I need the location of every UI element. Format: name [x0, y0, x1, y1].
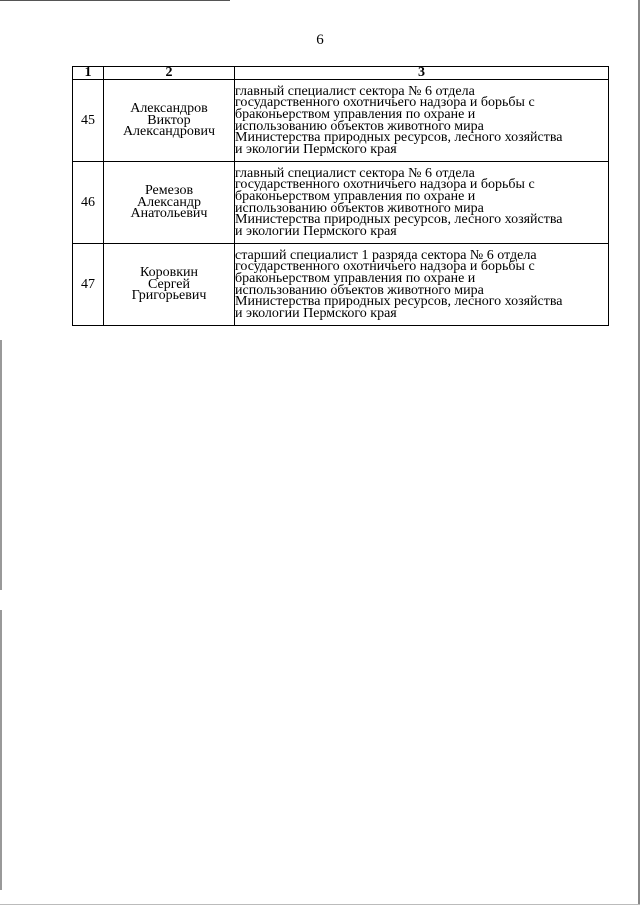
scan-edge-left: [0, 610, 2, 890]
position-line: браконьерством управления по охране и: [235, 106, 476, 122]
name-line: Александрович: [122, 124, 216, 140]
position-line: и экологии Пермского края: [235, 141, 397, 157]
table-row: [73, 162, 609, 244]
position-line: использованию объектов животного мира: [235, 200, 484, 216]
position-line: использованию объектов животного мира: [235, 118, 484, 134]
column-header: 2: [104, 67, 235, 80]
name-line: Сергей: [148, 276, 190, 292]
employee-table: [72, 66, 609, 326]
position-line: главный специалист сектора № 6 отдела: [235, 83, 475, 99]
employee-name: [104, 244, 235, 326]
name-line: Александр: [137, 194, 201, 210]
employee-position: [235, 162, 609, 244]
page-number: 6: [316, 32, 324, 48]
scan-edge-top: [0, 0, 230, 1]
table-row: [73, 80, 609, 162]
position-line: старший специалист 1 разряда сектора № 6 отдела: [235, 247, 537, 263]
name-line: Анатольевич: [130, 206, 208, 222]
position-line: главный специалист сектора № 6 отдела: [235, 165, 475, 181]
row-number: 45: [73, 80, 104, 162]
row-number: 46: [73, 162, 104, 244]
row-number: 47: [73, 244, 104, 326]
employee-name: [104, 80, 235, 162]
position-line: государственного охотничьего надзора и борьбы с: [235, 259, 535, 275]
name-line: Виктор: [147, 112, 191, 128]
employee-position: [235, 80, 609, 162]
name-line: Ремезов: [144, 183, 194, 199]
column-header: 1: [73, 67, 104, 80]
table-header-row: [73, 67, 609, 80]
position-line: государственного охотничьего надзора и борьбы с: [235, 177, 535, 193]
name-line: Александров: [130, 101, 208, 117]
position-line: Министерства природных ресурсов, лесного хозяйства: [235, 212, 563, 228]
table-row: [73, 244, 609, 326]
position-line: и экологии Пермского края: [235, 223, 397, 239]
name-line: Коровкин: [139, 265, 199, 281]
column-header: 3: [235, 67, 609, 80]
employee-name: [104, 162, 235, 244]
scan-edge-left: [0, 340, 2, 590]
position-line: Министерства природных ресурсов, лесного хозяйства: [235, 130, 563, 146]
name-line: Григорьевич: [131, 288, 207, 304]
position-line: и экологии Пермского края: [235, 305, 397, 321]
position-line: Министерства природных ресурсов, лесного хозяйства: [235, 294, 563, 310]
employee-position: [235, 244, 609, 326]
position-line: браконьерством управления по охране и: [235, 188, 476, 204]
position-line: использованию объектов животного мира: [235, 282, 484, 298]
position-line: государственного охотничьего надзора и борьбы с: [235, 95, 535, 111]
position-line: браконьерством управления по охране и: [235, 270, 476, 286]
